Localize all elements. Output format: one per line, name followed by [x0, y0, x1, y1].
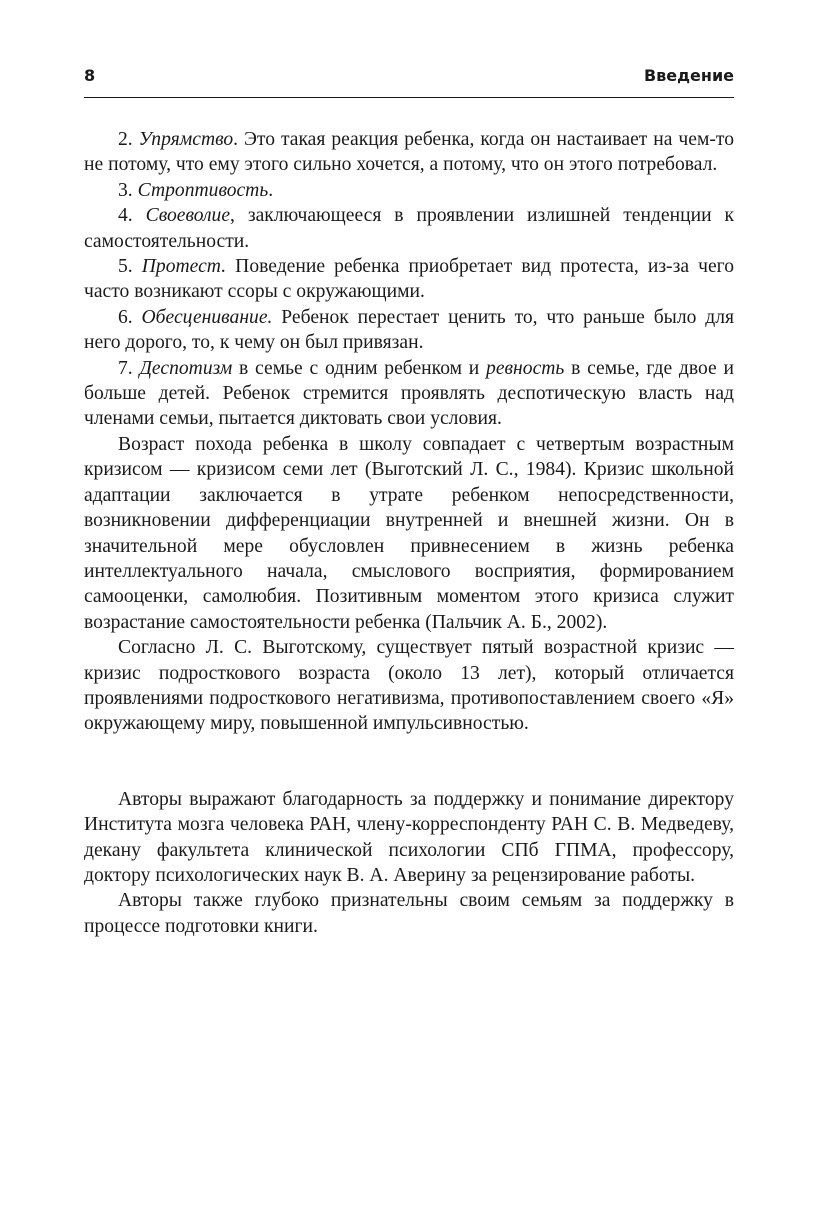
header-rule: [84, 97, 734, 98]
paragraph-item-2: 2. Упрямство. Это такая реакция ребенка, когда он настаивает на чем-то не потому, что ему этого сильно хочется, а потому, что он этого потребовал.: [84, 129, 734, 176]
paragraph-adolescent-crisis: Согласно Л. С. Выготскому, существует пятый возрастной кризис — кризис подросткового возраста (около 13 лет), который отличается проявлениями подросткового негативизма, противопоставлением своего «Я» окружающему миру, повышенной импульсивностью.: [84, 637, 734, 735]
paragraph-item-6: 6. Обесценивание. Ребенок перестает ценить то, что раньше было для него дорого, то, к чему он был привязан.: [84, 306, 734, 354]
paragraph-item-3: 3. Строптивость.: [118, 179, 274, 201]
term-devaluation: Обесценивание.: [141, 306, 273, 328]
paragraph-seven-year-crisis: Возраст похода ребенка в школу совпадает с четвертым возрастным кризисом — кризисом семи лет (Выготский Л. С., 1984). Кризис школьной адаптации заключается в утрате ребенком непосредственности, возникновении дифференциации внутренней и внешней жизни. Он в значительной мере обусловлен привнесением в жизнь ребенка интеллектуального начала, смыслового восприятия, формированием самооценки, самолюбия. Позитивным моментом этого кризиса служит возрастание самостоятельности ребенка (Пальчик А. Б., 2002).: [84, 433, 734, 633]
paragraph-item-7: 7. Деспотизм в семье с одним ребенком и ревность в семье, где двое и больше детей. Ребенок стремится проявлять деспотическую власть над членами семьи, пытается диктовать свои условия.: [84, 357, 734, 430]
paragraph-acknowledgments: Авторы выражают благодарность за поддержку и понимание директору Института мозга человека РАН, члену-корреспонденту РАН С. В. Медведеву, декану факультета клинической психологии СПб ГПМА, профессору, доктору психологических наук В. А. Аверину за рецензирование работы.: [84, 788, 734, 886]
paragraph-family-thanks: Авторы также глубоко признательны своим семьям за поддержку в процессе подготовки книги.: [84, 890, 734, 937]
term-despotism: Деспотизм: [139, 357, 233, 379]
page-number: 8: [84, 66, 96, 85]
running-title: Введение: [643, 66, 734, 85]
paragraph-item-4: 4. Своеволие, заключающееся в проявлении излишней тенденции к самостоятельности.: [84, 205, 735, 252]
page-header: [84, 66, 734, 90]
term-self-will: Своеволие: [145, 205, 231, 227]
term-jealousy: ревность: [486, 357, 565, 379]
body-text: [84, 127, 734, 939]
term-stubbornness: Упрямство: [138, 129, 234, 150]
term-protest: Протест.: [141, 256, 227, 278]
term-obstinacy: Строптивость: [137, 179, 269, 201]
paragraph-item-5: 5. Протест. Поведение ребенка приобретает вид протеста, из-за чего часто возникают ссоры с окружающими.: [84, 256, 734, 303]
